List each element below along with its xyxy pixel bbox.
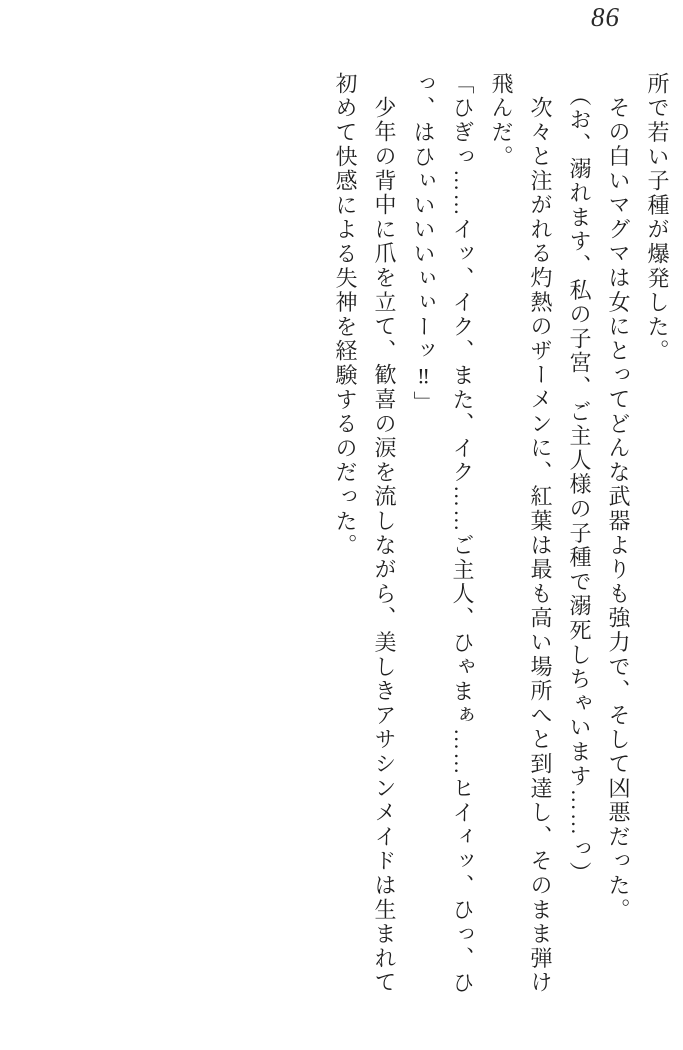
text-column: 次々と注がれる灼熱のザーメンに、紅葉は最も高い場所へと到達し、そのまま弾け <box>528 96 553 996</box>
text-column: っ、はひぃいいいぃぃーッ‼」 <box>411 72 436 416</box>
text-column: その白いマグマは女にとってどんな武器よりも強力で、そして凶悪だった。 <box>606 96 631 923</box>
text-block <box>326 72 677 1004</box>
text-column: 少年の背中に爪を立て、歓喜の涙を流しながら、美しきアサシンメイドは生まれて <box>372 96 397 996</box>
text-column: （お、溺れます、私の子宮、ご主人様の子種で溺死しちゃいます……っ） <box>567 84 592 886</box>
text-column: 飛んだ。 <box>489 72 514 170</box>
page-number: 86 <box>591 2 620 32</box>
text-column: 「ひぎっ……イッ、イク、また、イク……ご主人、ひゃまぁ……ヒイィッ、ひっ、ひ <box>450 72 475 996</box>
text-column: 初めて快感による失神を経験するのだった。 <box>333 72 358 558</box>
text-column: 所で若い子種が爆発した。 <box>645 72 670 364</box>
